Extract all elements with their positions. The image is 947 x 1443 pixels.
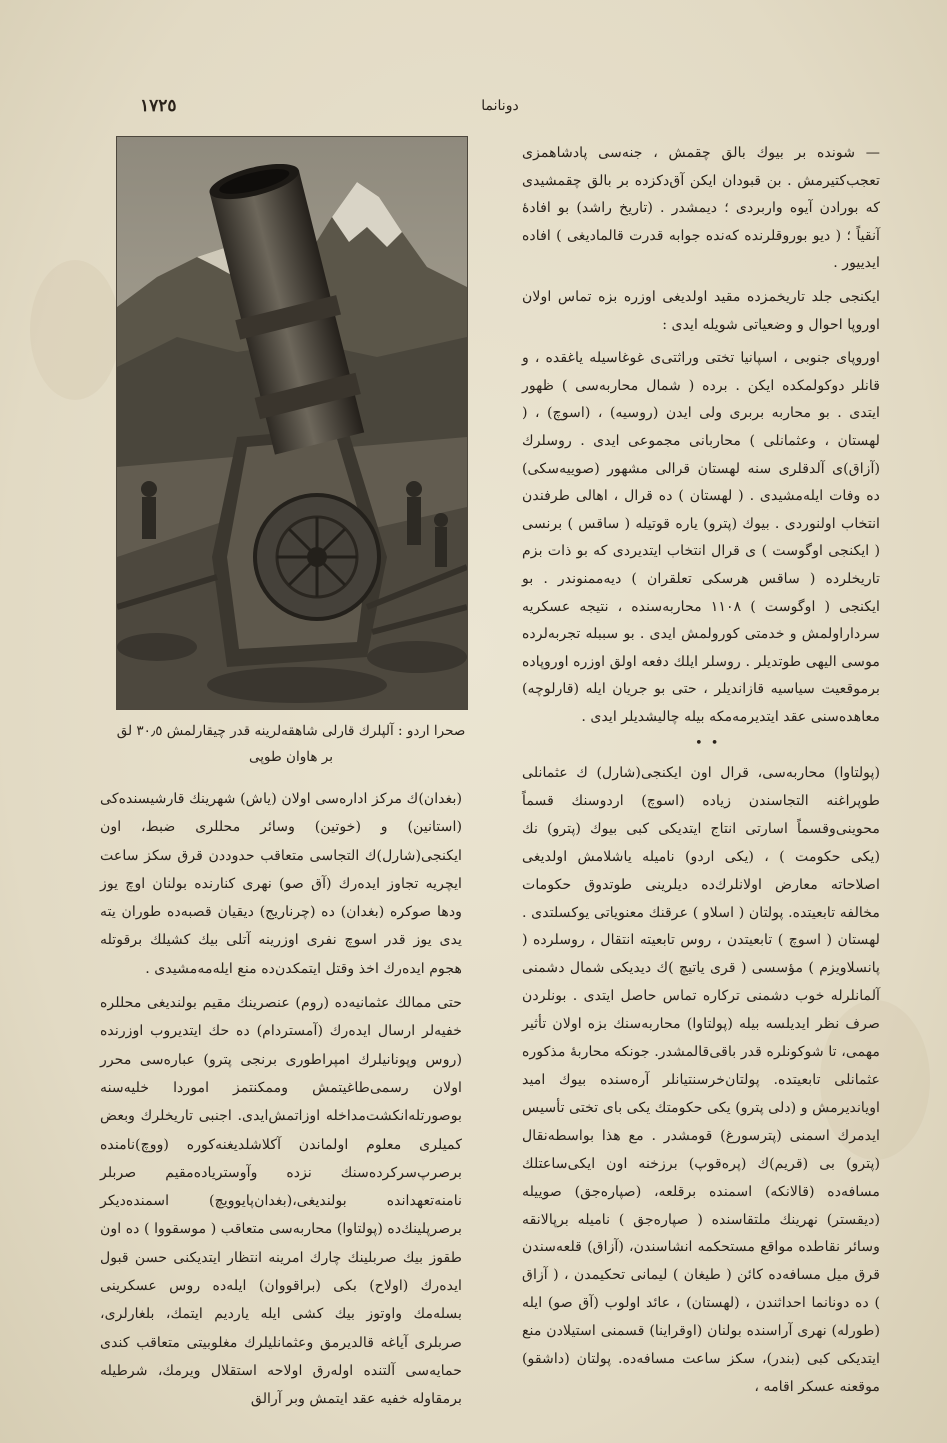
page-number: ١٧٢٥: [140, 96, 177, 116]
section-separator: • •: [695, 736, 721, 751]
paragraph: اوروپای جنوبی ، اسپانیا تختی وراثتی‌ی غوغاسیله یاغقده ، و قانلر دوکولمکده ایکن . برده ( شمال محاربه‌سی ) ظهور ایتدی . بو محاربه بربری ولی ایدن (روسیه) ، (اسوچ) ، ( لهستان ، وعثمانلی ) محاربانی مجموعی ایدی . روسلرك (آزاق)ی آلدقلری سنه لهستان قرالی مشهور (صوییه‌سکی) ده وفات ایله‌مشیدی . ( لهستان ) ده قرال ، اهالی طرفندن انتخاب اولنوردی . بیوك (پترو) یاره قوتیله ( ساقس ) برنسی ( ایکنجی اوگوست ) ی قرال انتخاب ایتدیردی که بو ذات بزم تاریخلرده ( ساقس هرسکی تعلقران ) دیه‌ممنوندر . بو ایکنجی ( اوگوست ) ١١٠٨ محاربه‌سنده ، نتیجه عسکریه سرداراولمش و خدمتی کورولمش ایدی . بو سببله تجربه‌لرده موسی الیهی طوتدیلر . روسلر ایلك دفعه اولق اوزره اوروپاده برموقعیت سیاسیه قازاندیلر ، حتی بو جریان ایله (قارلوچه) معاهده‌سنی عقد ایتدیرمه‌مکه بیله چالیشدیلر ایدی .: [522, 350, 880, 725]
figure-caption: [116, 718, 466, 770]
page-header: [0, 96, 947, 126]
paragraph: ایکنجی جلد تاریخمزده مقید اولدیغی اوزره بزه تماس اولان اوروپا احوال و وضعیاتی شویله ایدی :: [522, 288, 880, 333]
right-column-top: [522, 140, 880, 731]
paragraph: حتی ممالك عثمانیه‌ده (روم) عنصرینك مقیم بولندیغی محللره خفیه‌لر ارسال ایده‌رك (آمستردام) ده حك ایتدیروب اوزرنده (روس وپونانیلرك امپراطوری برنجی پترو) عباره‌سی محرر اولان رسمی‌طاغیتمش وممکنتمز اموردا خلیه‌سنه بوصورتله‌انکشت‌مداخله اوزاتمش‌ایدی. اجنبی تاریخلرك وبعض کمیلری معلوم اولماندن آکلاشلدیغنه‌کوره (ووچ)نامنده برصرپ‌سرکرده‌سنك نزده وآوستریاده‌مقیم صربلر نامنه‌تعهدانده بولندیغی،(بغدان‌پایوویچ) اسمنده‌دیکر برصرپلینك‌ده (پولتاوا) محاربه‌سی متعاقب ( موسقووا ) ده اون طقوز بیك صربلینك چارك امرینه انتظار ایتدیکنی حسن قبول ایده‌رك (اولاح) بکی (براقووان) ایله‌ده روس عسکرینی بسله‌مك واوتوز بیك کشی ایله یاردیم ایتمك، بلغارلری، صربلری آیاغه قالدیرمق وعثمانلیلرك مغلوبیتی متعاقب کندی حمایه‌سی آلتنده اوله‌رق اولاحه استقلال ویرمك، شرطیله برمقاوله خفیه عقد ایتمش وبر آرالق: [100, 995, 462, 1408]
running-title: دونانما: [481, 98, 519, 114]
paragraph: (پولتاوا) محاربه‌سی، قرال اون ایکنجی(شارل) ك عثمانلی طوپراغنه التجاسندن زیاده (اسوچ) اردوسنك قسماً محوینی‌وقسماً اسارتی انتاج ایتدیکی کبی بیوك (پترو) نك (یکی حکومت ) ، (یکی اردو) نامیله یاشلامش اولدیغی اصلاحاته معارض اولانلرك‌ده دیلرینی طوتدوق حکومات مخالفه تابعیتده. پولتان ( اسلاو ) عرقنك معنویاتی یوکسلتدی . لهستان ( اسوچ ) تابعیتدن ، روس تابعیته انتقال ، روسلرده ( پانسلاویزم ) مؤسسی ( قری یاتیچ )ك دیدیکی شمال دشمنی آلمانلرله خوب دشمنی ترکاره تماس حاصل ایتدی . بونلردن صرف نظر ایدیلسه بیله (پولتاوا) محاربه‌سنك بزه اولان تأثیر مهمی، تا شوکونلره قدر باقی‌قالمشدر. جونکه محاربهٔ مذکوره عثمانلی تابعیتده. پولتان‌خرسنتیانلر آره‌سنده بیوك امید اویاندیرمش و (دلی پترو) یکی حکومتك یکی بای تختی تأسیس ایدمرك اسمنی (پترسورغ) قومشدر . مع هذا بواسطه‌نقال (پترو) بی (قریم)ك (پره‌قوپ) برزخنه اون ایکی‌ساعتلك مسافه‌ده (قالانکه) اسمنده برقلعه، (صپاره‌جق) صوییله (دیقستر) نهرینك ملتقاسنده ( صپاره‌جق ) نامیله برپالانقه وسائر نقاطده مواقع مستحکمه انشاسندن، (آزاق) قلعه‌سندن قرق میل مسافه‌ده کائن ( طیغان ) لیمانی تحکیمدن ، ( آزاق ) ده دونانما احداثندن ، (لهستان) ، عائد اولوب (آق صو) ایله (طورله) نهری آراسنده بولنان (اوقراینا) قسمنی استیلادن منع ایتدیکی کبی (بندر)، سکز ساعت مسافه‌ده. پولتان (داشقو) موقعنه عسکر اقامه ،: [522, 765, 880, 1395]
paragraph: (بغدان)ك مرکز اداره‌سی اولان (یاش) شهرینك قارشیسنده‌کی (استانین) و (خوتین) وسائر محللری ضبط، اون ایکنجی(شارل)ك التجاسی متعاقب حدوددن قرق سکز ساعت ایچریه تجاوز ایده‌رك (آق صو) نهری کنارنده بولنان اوچ یوز ودها صوکره (بغدان) ده (چرناریج) دیقیان قصبه‌ده طوران یته یدی یوز قدر اسوچ نفری اوزرینه آتلی بیك کشیلك برقوتله هجوم ایده‌رك اخذ وقتل ایتمکدن‌ده منع ایله‌مه‌مشیدی .: [100, 791, 462, 977]
left-column: [100, 785, 462, 1414]
mortar-photograph: [116, 136, 468, 710]
right-column-bottom: [522, 760, 880, 1402]
caption-line-2: بر هاوان طوپی: [249, 749, 333, 765]
mortar-illustration: [117, 137, 467, 709]
paragraph: — شونده بر بیوك بالق چقمش ، جنه‌سی پادشاهمزی تعجب‌کتیرمش . بن قبودان ایکن آق‌دکزده بر بالق چقمشیدی که بورادن آیوه واربردی ؛ دیمشدر . (تاریخ راشد) بو افادهٔ آنقیاً ؛ ( دیو بوروقلرنده که‌نده جوابه قدرت قالمادیغی ) افاده ایدییور .: [522, 145, 880, 272]
caption-line-1: صحرا اردو : آلپلرك قارلی شاهقه‌لرینه قدر چیقارلمش ٣٠٫٥ لق: [116, 723, 466, 739]
